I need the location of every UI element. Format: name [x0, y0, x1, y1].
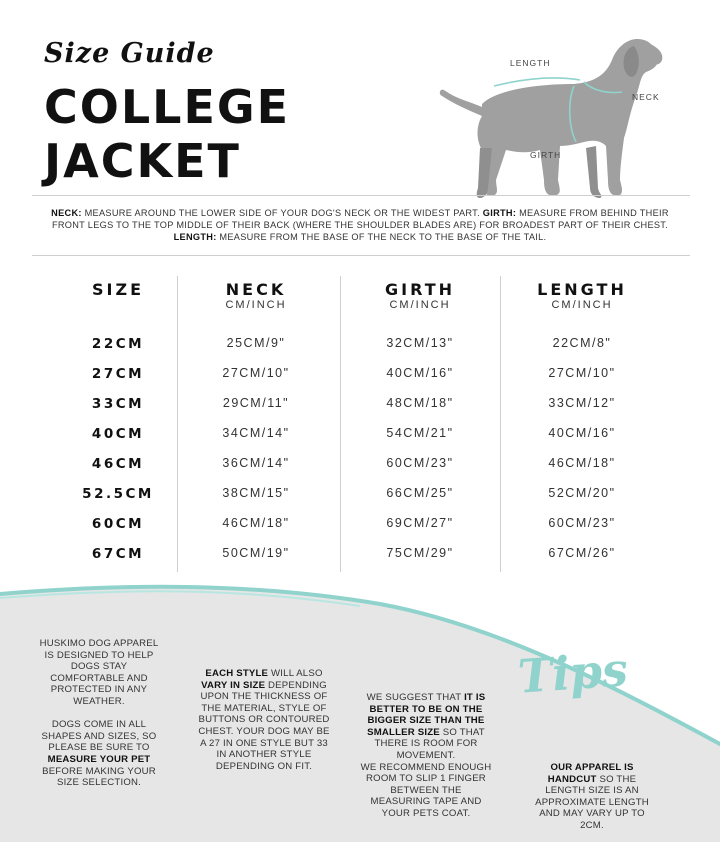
size-cell: 27CM	[91, 366, 145, 382]
length-column-unit: CM/INCH	[551, 299, 613, 311]
length-cell: 46CM/18"	[548, 456, 616, 470]
tip-finger-text: WE RECOMMEND ENOUGH ROOM TO SLIP 1 FINGER BETWEEN THE MEASURING TAPE AND YOUR PETS COAT.	[360, 761, 492, 819]
size-cell: 33CM	[91, 396, 145, 412]
tip-handcut-lead: OUR APPAREL IS	[550, 762, 634, 773]
size-cell: 40CM	[91, 426, 145, 442]
tip-handcut-text: SO THE LENGTH SIZE IS AN APPROXIMATE LENGTH AND MAY VARY UP TO 2CM.	[535, 773, 649, 831]
table-row	[0, 456, 720, 476]
girth-cell: 69CM/27"	[386, 516, 454, 530]
girth-cell: 66CM/25"	[386, 486, 454, 500]
girth-label: GIRTH	[530, 150, 562, 160]
neck-cell: 25CM/9"	[226, 336, 286, 350]
tip-intro	[34, 638, 164, 789]
size-cell: 67CM	[91, 546, 145, 562]
tip-intro-text: HUSKIMO DOG APPAREL IS DESIGNED TO HELP DOGS STAY COMFORTABLE AND PROTECTED IN ANY WEATHER.	[39, 638, 159, 707]
tip-size-up	[360, 692, 492, 820]
size-cell: 52.5CM	[82, 486, 154, 502]
size-column-header: SIZE	[91, 280, 144, 299]
neck-column-unit: CM/INCH	[225, 299, 287, 311]
length-cell: 52CM/20"	[548, 486, 616, 500]
length-cell: 40CM/16"	[548, 426, 616, 440]
size-cell: 60CM	[91, 516, 145, 532]
tips-heading: Tips	[516, 642, 630, 704]
neck-label: NECK	[632, 92, 660, 102]
tip-measure-emphasis: MEASURE YOUR PET	[47, 753, 151, 765]
table-row	[0, 336, 720, 356]
tip-style-text-d: DEPENDING UPON THE THICKNESS OF THE MATERIAL, STYLE OF BUTTONS OR CONTOURED CHEST. YOUR DOG MAY BE A 27 IN ONE STYLE BUT 33 IN ANOTHER STYLE DEPENDING ON FIT.	[198, 679, 330, 772]
girth-column-unit: CM/INCH	[389, 299, 451, 311]
measurement-instructions	[40, 207, 680, 243]
length-key: LENGTH:	[173, 232, 217, 242]
neck-key: NECK:	[51, 208, 82, 218]
girth-cell: 60CM/23"	[386, 456, 454, 470]
tip-style-text-b: WILL ALSO	[268, 668, 323, 679]
tip-size-text-a: WE SUGGEST THAT	[366, 692, 465, 703]
girth-instruction: MEASURE FROM BEHIND THEIR FRONT LEGS TO THE TOP MIDDLE OF THEIR BACK (WHERE THE SHOULDER BLADES ARE) FOR BROADEST PART OF THEIR CHEST.	[51, 208, 669, 230]
tip-size-emphasis: IT IS BETTER TO BE ON THE BIGGER SIZE THAN THE SMALLER SIZE	[367, 692, 486, 738]
length-cell: 67CM/26"	[548, 546, 616, 560]
tip-style-variation	[198, 668, 330, 772]
length-cell: 27CM/10"	[548, 366, 616, 380]
tip-measure-text-a: DOGS COME IN ALL SHAPES AND SIZES, SO PLEASE BE SURE TO	[41, 719, 157, 754]
girth-key: GIRTH:	[482, 208, 517, 218]
neck-cell: 36CM/14"	[222, 456, 290, 470]
length-cell: 33CM/12"	[548, 396, 616, 410]
dog-silhouette	[440, 39, 662, 198]
size-guide-script-title: Size Guide	[44, 38, 215, 69]
neck-cell: 46CM/18"	[222, 516, 290, 530]
length-label: LENGTH	[510, 58, 551, 68]
tip-handcut-emphasis: HANDCUT	[547, 773, 597, 785]
table-row	[0, 396, 720, 416]
length-instruction: MEASURE FROM THE BASE OF THE NECK TO THE BASE OF THE TAIL.	[216, 232, 547, 242]
table-row	[0, 516, 720, 536]
dog-measurement-diagram	[436, 30, 666, 210]
size-cell: 46CM	[91, 456, 145, 472]
page-title-line-1: COLLEGE	[44, 80, 291, 134]
tip-style-emphasis-a: EACH STYLE	[205, 668, 269, 679]
girth-cell: 54CM/21"	[386, 426, 454, 440]
tip-handcut	[530, 762, 654, 832]
girth-cell: 75CM/29"	[386, 546, 454, 560]
table-row	[0, 426, 720, 446]
neck-cell: 27CM/10"	[222, 366, 290, 380]
table-row	[0, 486, 720, 506]
neck-cell: 29CM/11"	[222, 396, 290, 410]
neck-instruction: MEASURE AROUND THE LOWER SIDE OF YOUR DOG'S NECK OR THE WIDEST PART.	[81, 208, 483, 218]
table-row	[0, 546, 720, 566]
girth-cell: 48CM/18"	[386, 396, 454, 410]
girth-cell: 32CM/13"	[386, 336, 454, 350]
page-title-line-2: JACKET	[44, 134, 241, 188]
neck-column-header: NECK	[225, 280, 287, 299]
divider-top	[32, 195, 690, 196]
girth-column-header: GIRTH	[385, 280, 455, 299]
neck-cell: 34CM/14"	[222, 426, 290, 440]
neck-cell: 50CM/19"	[222, 546, 290, 560]
size-cell: 22CM	[91, 336, 145, 352]
length-cell: 22CM/8"	[552, 336, 612, 350]
length-column-header: LENGTH	[537, 280, 627, 299]
length-cell: 60CM/23"	[548, 516, 616, 530]
divider-bottom	[32, 255, 690, 256]
tip-measure-text-c: BEFORE MAKING YOUR SIZE SELECTION.	[42, 765, 156, 789]
girth-cell: 40CM/16"	[386, 366, 454, 380]
tip-style-emphasis-c: VARY IN SIZE	[201, 679, 266, 691]
tip-size-text-c: SO THAT THERE IS ROOM FOR MOVEMENT.	[374, 726, 485, 761]
neck-cell: 38CM/15"	[222, 486, 290, 500]
table-row	[0, 366, 720, 386]
